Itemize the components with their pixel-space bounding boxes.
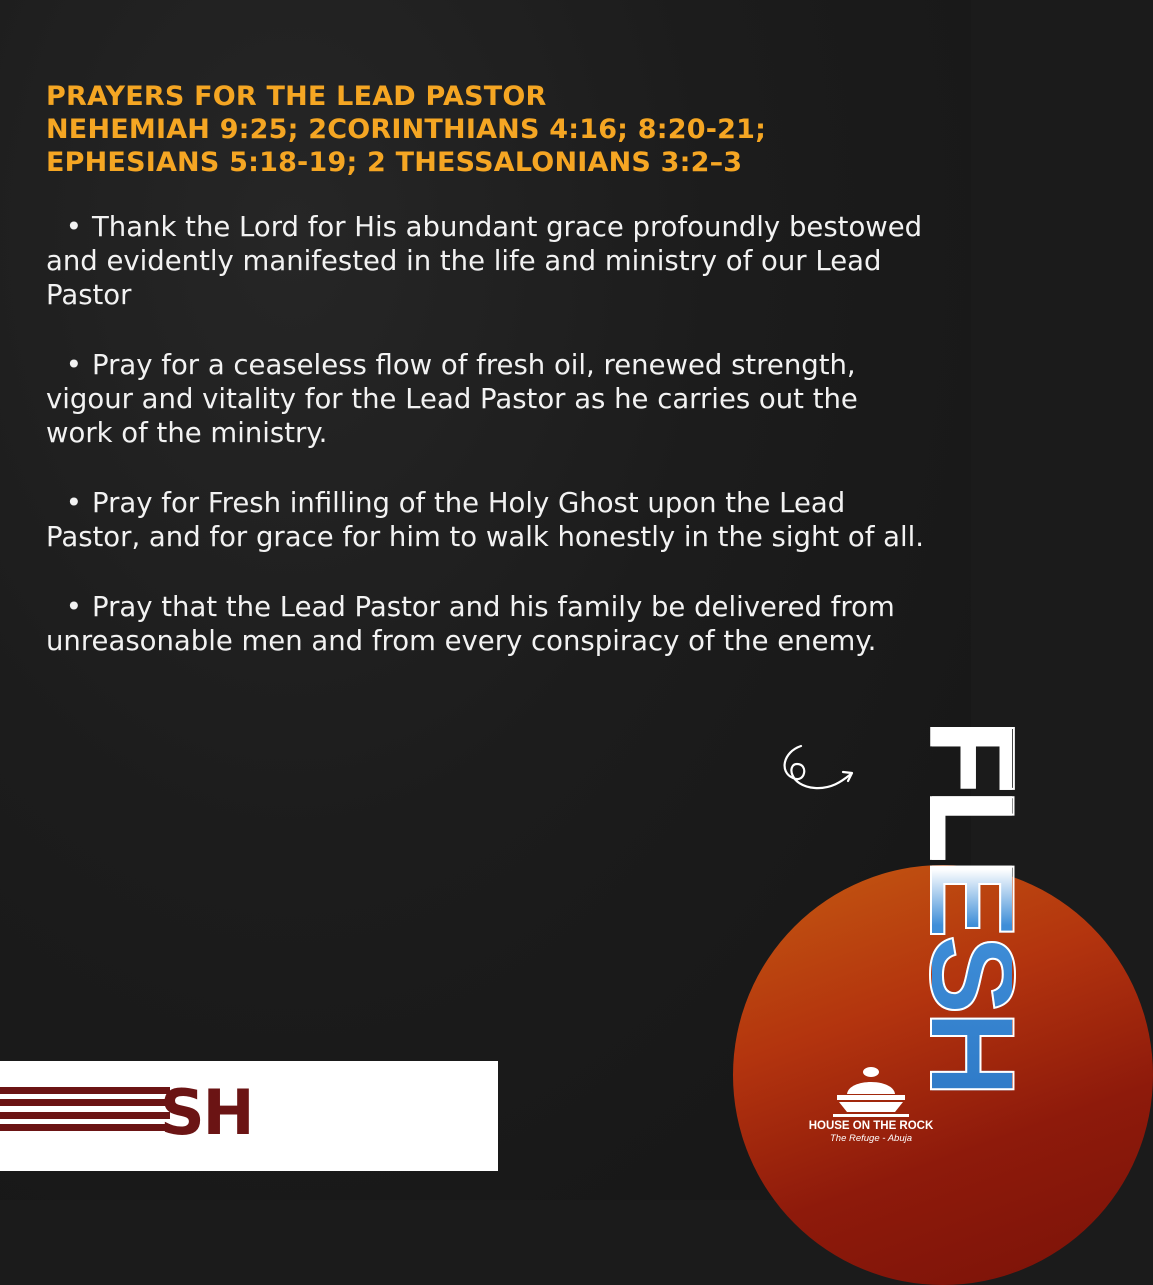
prayer-item bbox=[46, 590, 926, 658]
bullet: • bbox=[65, 591, 82, 623]
church-dome-icon bbox=[831, 1064, 911, 1118]
heading-scripture-2: EPHESIANS 5:18-19; 2 THESSALONIANS 3:2–3 bbox=[46, 147, 743, 178]
prayer-item bbox=[46, 348, 926, 450]
bottom-banner bbox=[0, 1061, 498, 1171]
bullet: • bbox=[65, 487, 82, 519]
prayer-item bbox=[46, 210, 926, 312]
prayer-text: Pray for Fresh infilling of the Holy Ghost upon the Lead Pastor, and for grace for him to walk honestly in the sight of all. bbox=[46, 487, 925, 553]
heading-title: PRAYERS FOR THE LEAD PASTOR bbox=[46, 81, 547, 112]
prayer-text: Pray that the Lead Pastor and his family be delivered from unreasonable men and from every conspiracy of the enemy. bbox=[46, 591, 895, 657]
heading-scripture-1: NEHEMIAH 9:25; 2CORINTHIANS 4:16; 8:20-21; bbox=[46, 114, 767, 145]
prayer-item bbox=[46, 486, 926, 554]
logo-name: HOUSE ON THE ROCK bbox=[808, 1120, 934, 1132]
banner-text: SH bbox=[160, 1076, 253, 1149]
squiggle-arrow-icon bbox=[775, 742, 857, 792]
bullet: • bbox=[65, 211, 82, 243]
heading bbox=[46, 80, 906, 179]
church-logo bbox=[786, 1064, 956, 1144]
prayer-list bbox=[46, 210, 926, 694]
stripes-graphic bbox=[0, 1087, 170, 1131]
bullet: • bbox=[65, 349, 82, 381]
prayer-text: Pray for a ceaseless flow of fresh oil, renewed strength, vigour and vitality for the Lead Pastor as he carries out the work of the ministry. bbox=[46, 349, 858, 449]
prayer-text: Thank the Lord for His abundant grace profoundly bestowed and evidently manifested in the life and ministry of our Lead Pastor bbox=[46, 211, 923, 311]
logo-subtitle: The Refuge - Abuja bbox=[829, 1133, 913, 1144]
side-text: FLESH bbox=[905, 720, 1039, 1094]
